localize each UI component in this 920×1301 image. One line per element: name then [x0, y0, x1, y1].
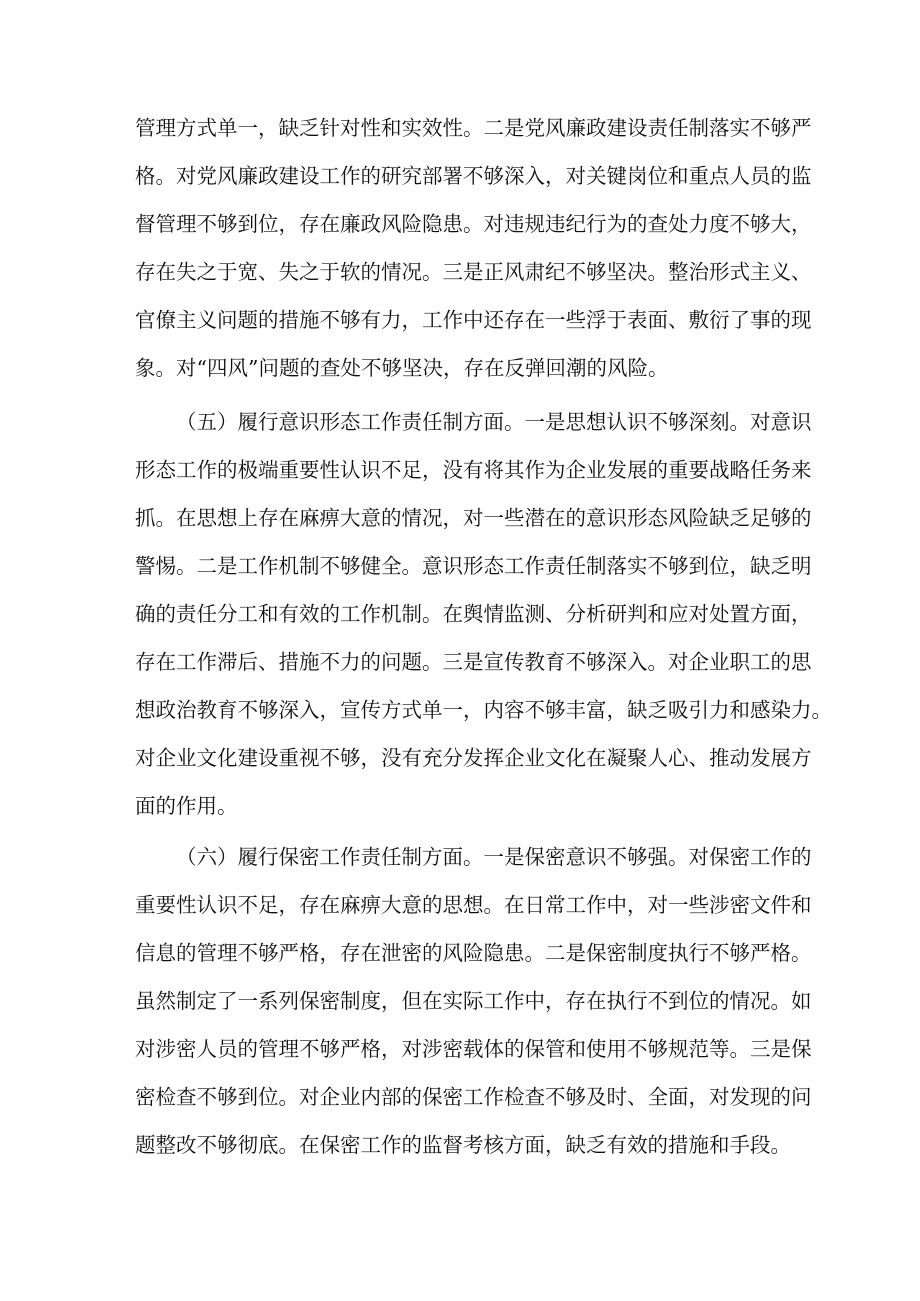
text-line: 虽然制定了一系列保密制度，但在实际工作中，存在执行不到位的情况。如: [135, 989, 812, 1013]
text-line: 信息的管理不够严格，存在泄密的风险隐患。二是保密制度执行不够严格。: [135, 941, 812, 965]
text-line: 形态工作的极端重要性认识不足，没有将其作为企业发展的重要战略任务来: [135, 458, 812, 482]
text-line: 想政治教育不够深入，宣传方式单一，内容不够丰富，缺乏吸引力和感染力。: [135, 698, 832, 722]
text-line: 存在失之于宽、失之于软的情况。三是正风肃纪不够坚决。整治形式主义、: [135, 260, 812, 284]
text-line: 对企业文化建设重视不够，没有充分发挥企业文化在凝聚人心、推动发展方: [135, 746, 812, 770]
text-line: 题整改不够彻底。在保密工作的监督考核方面，缺乏有效的措施和手段。: [135, 1133, 791, 1157]
text-line: （五）履行意识形态工作责任制方面。一是思想认识不够深刻。对意识: [176, 410, 812, 434]
text-line: （六）履行保密工作责任制方面。一是保密意识不够强。对保密工作的: [176, 845, 812, 869]
text-line: 警惕。二是工作机制不够健全。意识形态工作责任制落实不够到位，缺乏明: [135, 554, 812, 578]
text-line: 官僚主义问题的措施不够有力，工作中还存在一些浮于表面、敷衍了事的现: [135, 308, 812, 332]
text-line: 抓。在思想上存在麻痹大意的情况，对一些潜在的意识形态风险缺乏足够的: [135, 506, 812, 530]
text-line: 象。对“四风”问题的查处不够坚决，存在反弹回潮的风险。: [135, 356, 669, 380]
text-line: 格。对党风廉政建设工作的研究部署不够深入，对关键岗位和重点人员的监: [135, 164, 812, 188]
text-line: 督管理不够到位，存在廉政风险隐患。对违规违纪行为的查处力度不够大，: [135, 212, 812, 236]
text-line: 密检查不够到位。对企业内部的保密工作检查不够及时、全面，对发现的问: [135, 1085, 812, 1109]
text-line: 面的作用。: [135, 794, 238, 818]
text-line: 存在工作滞后、措施不力的问题。三是宣传教育不够深入。对企业职工的思: [135, 650, 812, 674]
text-line: 对涉密人员的管理不够严格，对涉密载体的保管和使用不够规范等。三是保: [135, 1037, 812, 1061]
text-line: 重要性认识不足，存在麻痹大意的思想。在日常工作中，对一些涉密文件和: [135, 893, 812, 917]
text-line: 确的责任分工和有效的工作机制。在舆情监测、分析研判和应对处置方面，: [135, 602, 812, 626]
text-line: 管理方式单一，缺乏针对性和实效性。二是党风廉政建设责任制落实不够严: [135, 116, 812, 140]
